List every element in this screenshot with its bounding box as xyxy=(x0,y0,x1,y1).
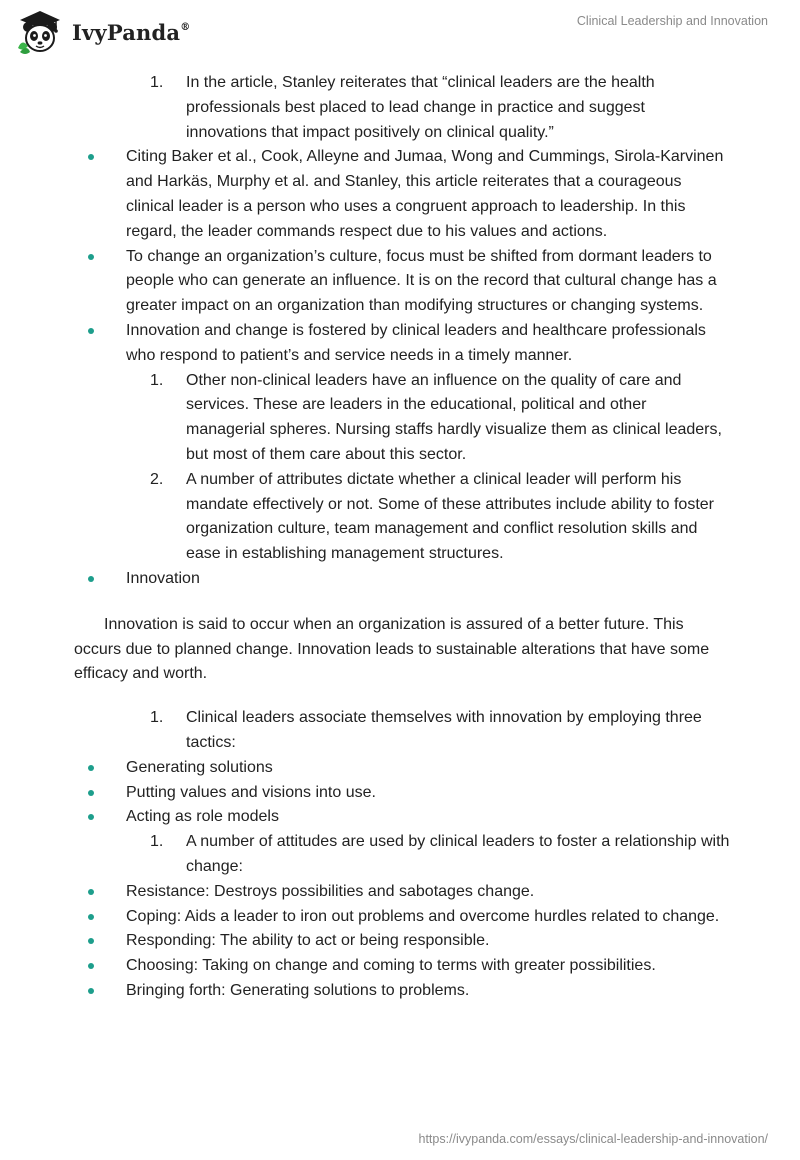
bullet-item xyxy=(0,245,800,319)
bullet-dot-icon xyxy=(88,328,94,334)
numbered-item xyxy=(0,71,800,145)
bullet-item xyxy=(0,319,800,369)
bullet-item xyxy=(0,145,800,244)
item-text: Resistance: Destroys possibilities and sabotages change. xyxy=(126,882,535,900)
item-text: Acting as role models xyxy=(126,808,279,826)
bullet-dot-icon xyxy=(88,889,94,895)
numbered-item xyxy=(0,369,800,468)
item-text: Citing Baker et al., Cook, Alleyne and Jumaa, Wong and Cummings, Sirola-Karvinen and Harkäs, Murphy et al. and Stanley, this article reiterates that a courageous clinical leader is a person who uses a congruent approach to leadership. In this regard, the leader commands respect due to his values and actions. xyxy=(126,148,724,240)
numbered-item xyxy=(0,830,800,880)
item-text: Generating solutions xyxy=(126,758,273,776)
page-header xyxy=(0,0,800,64)
bullet-item xyxy=(0,756,800,781)
bullet-dot-icon xyxy=(88,765,94,771)
numbered-item xyxy=(0,468,800,567)
item-text: A number of attributes dictate whether a clinical leader will perform his mandate effectively or not. Some of these attributes include ability to foster organization culture, team management and conflict resolution skills and ease in establishing management structures. xyxy=(186,470,714,563)
essay-body xyxy=(0,71,800,1004)
bullet-item xyxy=(0,954,800,979)
list-number: 1. xyxy=(150,709,164,727)
item-text: Bringing forth: Generating solutions to problems. xyxy=(126,981,470,999)
item-text: A number of attitudes are used by clinical leaders to foster a relationship with change: xyxy=(186,833,730,875)
item-text: Other non-clinical leaders have an influence on the quality of care and services. These are leaders in the educational, political and other managerial spheres. Nursing staffs hardly visualize them as clinical leaders, but most of them care about this sector. xyxy=(186,371,722,463)
bullet-dot-icon xyxy=(88,914,94,920)
list-number: 1. xyxy=(150,74,164,91)
item-text: Coping: Aids a leader to iron out problems and overcome hurdles related to change. xyxy=(126,907,720,925)
item-text: To change an organization’s culture, focus must be shifted from dormant leaders to people who can generate an influence. It is on the record that cultural change has a greater impact on an organization than modifying structures or changing systems. xyxy=(126,247,717,315)
registered-mark: ® xyxy=(180,21,191,33)
item-text: Innovation xyxy=(126,569,200,587)
bullet-dot-icon xyxy=(88,790,94,796)
bullet-dot-icon xyxy=(88,154,94,160)
bullet-dot-icon xyxy=(88,963,94,969)
bullet-item xyxy=(0,929,800,954)
bullet-item xyxy=(0,805,800,830)
item-text: Choosing: Taking on change and coming to terms with greater possibilities. xyxy=(126,957,656,975)
source-url-link[interactable]: https://ivypanda.com/essays/clinical-leadership-and-innovation/ xyxy=(418,1132,768,1146)
bullet-dot-icon xyxy=(88,814,94,820)
bullet-item xyxy=(0,979,800,1004)
item-text: Putting values and visions into use. xyxy=(126,783,376,801)
bullet-item xyxy=(0,905,800,930)
bullet-item xyxy=(0,781,800,806)
body-paragraph: Innovation is said to occur when an organization is assured of a better future. This occurs due to planned change. Innovation leads to sustainable alterations that have some efficacy and worth. xyxy=(74,615,710,683)
list-number: 1. xyxy=(150,371,164,389)
document-title: Clinical Leadership and Innovation xyxy=(576,14,768,28)
numbered-item xyxy=(0,706,800,756)
bullet-dot-icon xyxy=(88,988,94,994)
item-text: Innovation and change is fostered by clinical leaders and healthcare professionals who respond to patient’s and service needs in a timely manner. xyxy=(126,321,706,364)
list-number: 2. xyxy=(150,470,164,488)
ivypanda-logo[interactable] xyxy=(14,8,190,56)
list-number: 1. xyxy=(150,833,164,851)
logo-wordmark xyxy=(72,20,190,45)
item-text: Clinical leaders associate themselves with innovation by employing three tactics: xyxy=(186,709,702,751)
bullet-item xyxy=(0,880,800,905)
bullet-dot-icon xyxy=(88,576,94,582)
bullet-dot-icon xyxy=(88,254,94,260)
panda-logo-icon xyxy=(14,8,66,56)
bullet-item xyxy=(0,567,800,592)
item-text: Responding: The ability to act or being responsible. xyxy=(126,932,490,950)
bullet-dot-icon xyxy=(88,938,94,944)
logo-text: IvyPanda xyxy=(72,19,181,45)
item-text: In the article, Stanley reiterates that “clinical leaders are the health professionals best placed to lead change in practice and suggest innovations that impact positively on clinical quality.” xyxy=(186,74,655,141)
